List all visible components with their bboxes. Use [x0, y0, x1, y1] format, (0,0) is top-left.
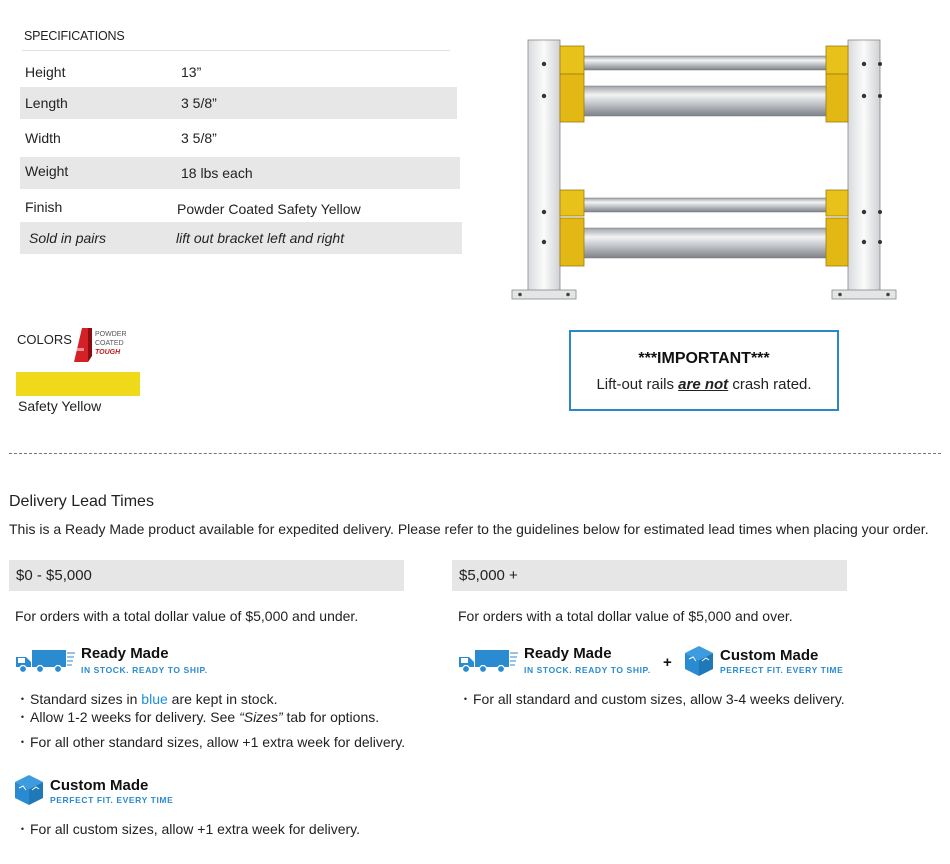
- spec-row-width: [20, 122, 460, 154]
- logo-text-tough: TOUGH: [95, 349, 121, 356]
- spec-row-length: [20, 87, 457, 119]
- specifications-rule: [22, 50, 450, 51]
- spec-value: 3 5/8”: [181, 95, 217, 111]
- spec-value: 3 5/8”: [181, 130, 217, 146]
- plus-sign: +: [663, 654, 672, 671]
- tier1-custom-bullet: [15, 821, 360, 837]
- bullet-text: For all other standard sizes, allow +1 extra week for delivery.: [30, 734, 406, 750]
- tier2-description: For orders with a total dollar value of $5,000 and over.: [458, 608, 793, 624]
- tier2-heading: [452, 560, 847, 591]
- truck-icon: [14, 646, 76, 676]
- bullet-dot-icon: •: [20, 737, 25, 747]
- important-text-before: Lift-out rails: [596, 376, 679, 393]
- tier1-description: For orders with a total dollar value of $5,000 and under.: [15, 608, 359, 624]
- tier2-ready-made-subtitle: IN STOCK. READY TO SHIP.: [524, 665, 651, 675]
- tier1-custom-made-subtitle: PERFECT FIT. EVERY TIME: [50, 795, 174, 805]
- spec-value: 18 lbs each: [181, 165, 253, 181]
- bullet-dot-icon: •: [463, 694, 468, 704]
- important-emphasis: are not: [678, 376, 729, 393]
- powder-coated-tough-logo: [72, 326, 138, 366]
- bullet-text: Standard sizes in: [30, 691, 142, 707]
- tier2-custom-made-subtitle: PERFECT FIT. EVERY TIME: [720, 665, 844, 675]
- swatch-name: Safety Yellow: [18, 398, 102, 414]
- section-divider: [9, 453, 941, 454]
- tier1-bullet-3: [15, 734, 405, 750]
- important-notice: [569, 330, 839, 411]
- tier1-bullet-2: [15, 709, 379, 725]
- logo-text-coated: COATED: [95, 340, 124, 347]
- truck-icon: [457, 646, 519, 676]
- bullet-text: For all standard and custom sizes, allow 3-4 weeks delivery.: [473, 691, 845, 707]
- bullet-text: For all custom sizes, allow +1 extra week for delivery.: [30, 821, 361, 837]
- tier1-ready-made-subtitle: IN STOCK. READY TO SHIP.: [81, 665, 208, 675]
- tier1-bullet-1: [15, 691, 277, 707]
- tier1-heading-text: $0 - $5,000: [16, 567, 92, 584]
- tier1-heading: [9, 560, 404, 591]
- spec-value: 13”: [181, 64, 202, 80]
- bullet-text: are kept in stock.: [167, 691, 278, 707]
- spec-row-weight: [20, 157, 460, 189]
- bullet-text: Allow 1-2 weeks for delivery. See: [30, 709, 240, 725]
- box-icon: [14, 774, 44, 806]
- tier2-ready-made-title: Ready Made: [524, 645, 612, 662]
- spec-row-height: [20, 56, 460, 88]
- colors-label: COLORS: [17, 332, 72, 347]
- box-icon: [684, 645, 714, 677]
- spec-label: Width: [25, 130, 61, 146]
- tier2-custom-made-title: Custom Made: [720, 647, 819, 664]
- spec-label: Sold in pairs: [29, 230, 107, 246]
- spec-value: Powder Coated Safety Yellow: [177, 201, 361, 217]
- bullet-dot-icon: •: [20, 824, 25, 834]
- blue-highlight: blue: [141, 691, 168, 707]
- bullet-dot-icon: •: [20, 694, 25, 704]
- spec-label: Length: [25, 95, 68, 111]
- spec-label: Finish: [25, 199, 63, 215]
- tier1-custom-made-title: Custom Made: [50, 777, 149, 794]
- tier2-heading-text: $5,000 +: [459, 567, 518, 584]
- bullet-dot-icon: •: [20, 712, 25, 722]
- delivery-title: Delivery Lead Times: [9, 493, 154, 510]
- specifications-title: SPECIFICATIONS: [24, 29, 125, 43]
- spec-label: Weight: [25, 163, 69, 179]
- delivery-intro: This is a Ready Made product available for expedited delivery. Please refer to the guidelines below for estimated lead times when placing your order.: [9, 521, 929, 537]
- important-text-after: crash rated.: [728, 376, 812, 393]
- guardrail-product-image: [480, 18, 940, 318]
- spec-row-sold-in-pairs: [20, 222, 462, 254]
- bullet-text: tab for options.: [282, 709, 380, 725]
- sizes-tab-reference: “Sizes”: [239, 709, 283, 725]
- spec-row-finish: [20, 191, 460, 223]
- spec-value: lift out bracket left and right: [176, 230, 345, 246]
- important-title: ***IMPORTANT***: [638, 350, 770, 367]
- tier1-ready-made-title: Ready Made: [81, 645, 169, 662]
- logo-text-powder: POWDER: [95, 331, 127, 338]
- spec-label: Height: [25, 64, 66, 80]
- important-text: [571, 376, 837, 393]
- tier2-bullet: [458, 691, 845, 707]
- safety-yellow-swatch[interactable]: [16, 372, 140, 396]
